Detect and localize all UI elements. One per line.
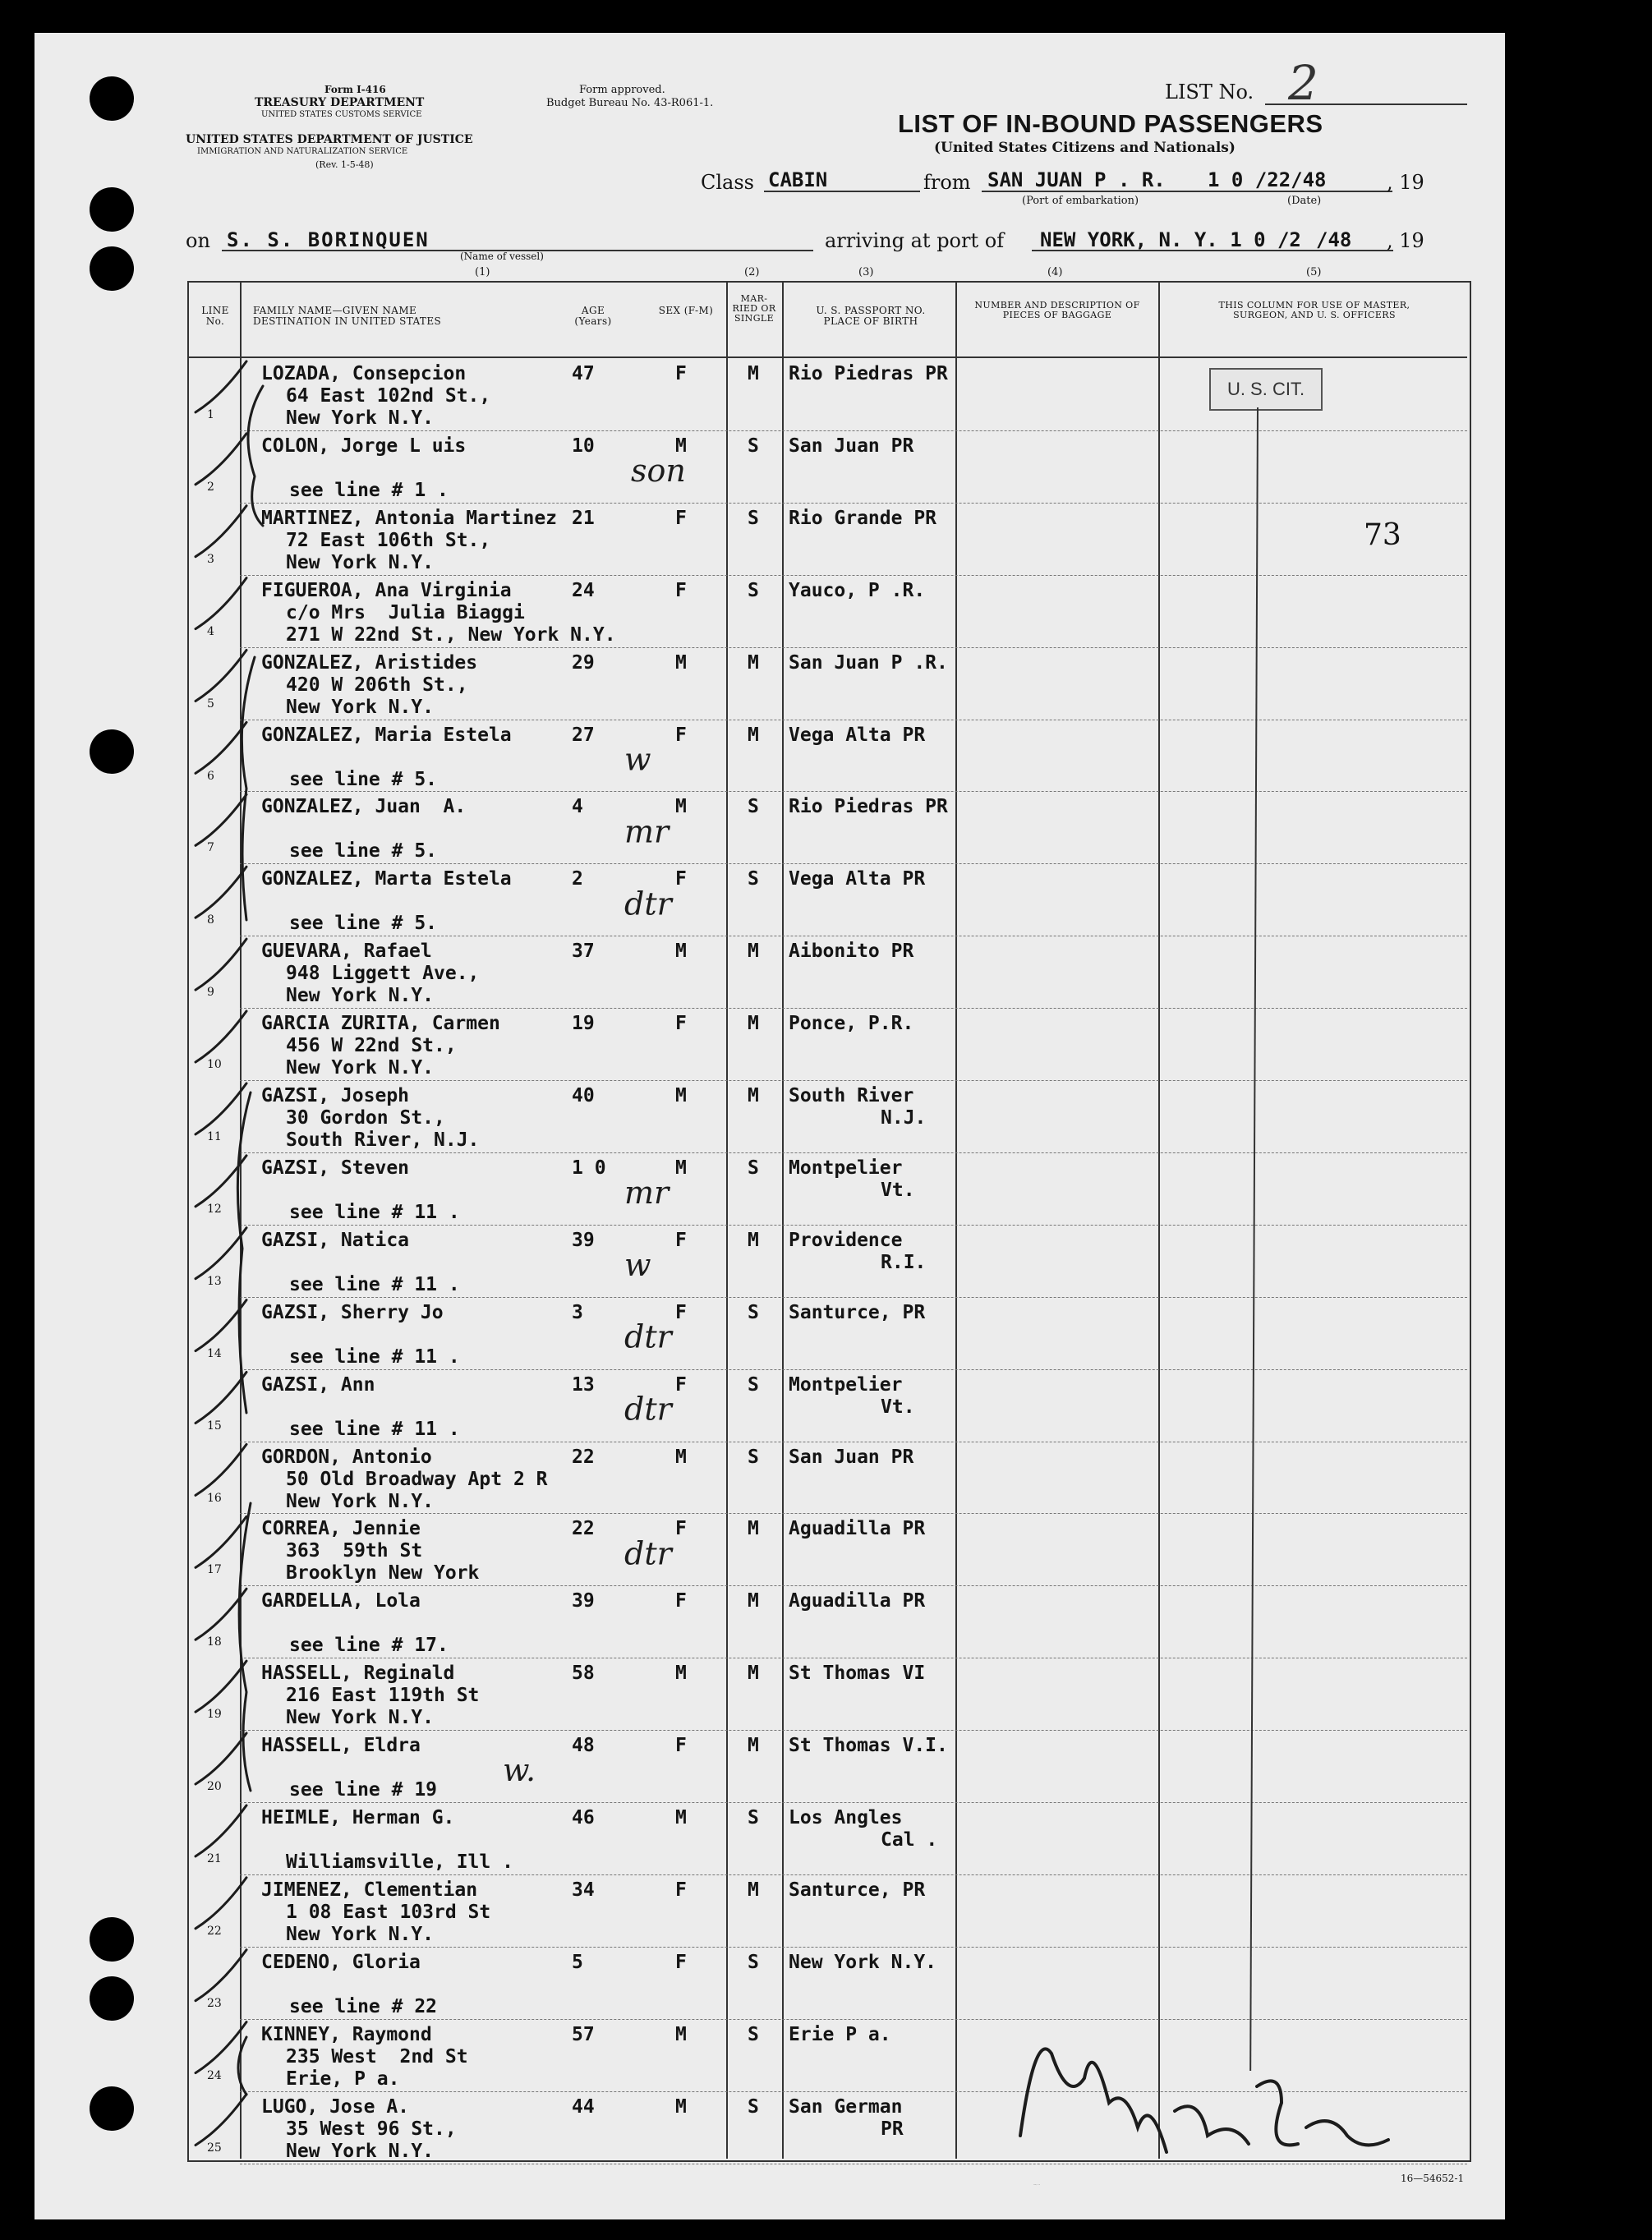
age-value: 34: [572, 1879, 595, 1901]
page-title: LIST OF IN-BOUND PASSENGERS: [898, 109, 1323, 138]
col-header-name: FAMILY NAME—GIVEN NAME DESTINATION IN UNITED STATES: [253, 305, 442, 328]
destination-line: 1 08 East 103rd St: [286, 1902, 491, 1923]
sex-value: F: [675, 1879, 687, 1901]
destination-line: see line # 22: [289, 1996, 438, 2017]
destination-line: see line # 11 .: [289, 1419, 460, 1440]
family-bracket: [242, 657, 255, 920]
destination-line: 216 East 119th St: [286, 1685, 480, 1706]
age-value: 3: [572, 1302, 583, 1323]
relationship-note: w: [624, 1246, 651, 1283]
passenger-name: GONZALEZ, Juan A.: [261, 796, 467, 817]
passenger-name: JIMENEZ, Clementian: [261, 1879, 478, 1901]
passenger-name: COLON, Jorge L uis: [261, 435, 467, 457]
age-value: 29: [572, 652, 595, 674]
marital-status: M: [748, 1735, 759, 1756]
col-header-officers: THIS COLUMN FOR USE OF MASTER, SURGEON, AND U. S. OFFICERS: [1218, 300, 1410, 321]
place-of-birth: Santurce, PR: [789, 1879, 926, 1901]
place-of-birth: Vt.: [881, 1396, 915, 1418]
passenger-name: GONZALEZ, Maria Estela: [261, 724, 512, 746]
age-value: 22: [572, 1447, 595, 1468]
col-header-married: MAR-RIED OR SINGLE: [732, 293, 776, 324]
ins-service: IMMIGRATION AND NATURALIZATION SERVICE: [197, 147, 408, 156]
age-value: 58: [572, 1663, 595, 1684]
arrival-year: , 19: [1387, 229, 1424, 252]
destination-line: see line # 11 .: [289, 1202, 460, 1223]
sex-value: M: [675, 2096, 687, 2118]
line-number: 7: [207, 841, 214, 854]
col-number-2: (2): [744, 266, 760, 278]
place-of-birth: Aibonito PR: [789, 941, 914, 962]
place-of-birth: Montpelier: [789, 1374, 903, 1396]
age-value: 44: [572, 2096, 595, 2118]
passenger-name: LUGO, Jose A.: [261, 2096, 410, 2118]
sex-value: M: [675, 1085, 687, 1106]
col-number-1: (1): [475, 266, 490, 278]
place-of-birth: San Juan PR: [789, 435, 914, 457]
destination-line: Brooklyn New York: [286, 1562, 480, 1584]
sex-value: F: [675, 508, 687, 529]
marital-status: S: [748, 435, 759, 457]
relationship-note: w: [624, 741, 651, 778]
check-mark: [196, 1805, 246, 1856]
passenger-name: GAZSI, Joseph: [261, 1085, 410, 1106]
line-number: 18: [207, 1635, 222, 1649]
check-mark: [196, 939, 246, 990]
passenger-name: HASSELL, Eldra: [261, 1735, 421, 1756]
place-of-birth: Rio Grande PR: [789, 508, 937, 529]
footer-code: 16—54652-1: [1401, 2173, 1465, 2184]
line-number: 10: [207, 1058, 222, 1071]
check-mark: [196, 1733, 246, 1784]
col-header-baggage: NUMBER AND DESCRIPTION OF PIECES OF BAGGAGE: [974, 300, 1140, 321]
destination-line: see line # 17.: [289, 1635, 449, 1656]
line-number: 3: [207, 553, 214, 566]
line-number: 22: [207, 1925, 222, 1938]
line-number: 16: [207, 1492, 222, 1505]
check-mark: [196, 361, 246, 412]
on-label: on: [186, 229, 210, 252]
line-number: 8: [207, 913, 214, 927]
place-of-birth: Vega Alta PR: [789, 724, 926, 746]
check-mark: [196, 1950, 246, 2001]
check-mark: [196, 867, 246, 918]
place-of-birth: Providence: [789, 1230, 903, 1251]
age-value: 21: [572, 508, 595, 529]
age-value: 2: [572, 868, 583, 890]
age-value: 5: [572, 1952, 583, 1973]
marital-status: M: [748, 1013, 759, 1034]
check-mark: [196, 651, 246, 701]
destination-line: 420 W 206th St.,: [286, 674, 468, 696]
sex-value: F: [675, 1735, 687, 1756]
customs-service: UNITED STATES CUSTOMS SERVICE: [261, 110, 422, 119]
marital-status: M: [748, 1590, 759, 1612]
destination-line: see line # 5.: [289, 840, 438, 862]
marital-status: M: [748, 1663, 759, 1684]
marital-status: S: [748, 2024, 759, 2045]
sex-value: F: [675, 1302, 687, 1323]
place-of-birth: Montpelier: [789, 1157, 903, 1179]
sex-value: F: [675, 1230, 687, 1251]
passenger-name: CEDENO, Gloria: [261, 1952, 421, 1973]
place-of-birth: Rio Piedras PR: [789, 363, 948, 384]
place-of-birth: San German: [789, 2096, 903, 2118]
check-mark: [196, 1228, 246, 1279]
marital-status: M: [748, 1518, 759, 1539]
list-no-value: 2: [1288, 55, 1318, 111]
age-value: 37: [572, 941, 595, 962]
marital-status: M: [748, 724, 759, 746]
passenger-name: GAZSI, Steven: [261, 1157, 410, 1179]
passenger-name: GUEVARA, Rafael: [261, 941, 432, 962]
destination-line: see line # 11 .: [289, 1274, 460, 1295]
sex-value: M: [675, 652, 687, 674]
col-number-5: (5): [1306, 266, 1322, 278]
passenger-name: CORREA, Jennie: [261, 1518, 421, 1539]
destination-line: Williamsville, Ill .: [286, 1851, 513, 1873]
family-bracket: [239, 1503, 251, 1791]
check-mark: [196, 506, 246, 557]
destination-line: c/o Mrs Julia Biaggi: [286, 602, 525, 623]
passenger-name: GORDON, Antonio: [261, 1447, 432, 1468]
check-mark: [196, 434, 246, 485]
marital-status: S: [748, 1157, 759, 1179]
justice-dept: UNITED STATES DEPARTMENT OF JUSTICE: [186, 133, 473, 146]
line-number: 6: [207, 770, 214, 783]
passenger-name: HASSELL, Reginald: [261, 1663, 455, 1684]
place-of-birth: Erie P a.: [789, 2024, 891, 2045]
col-header-sex: SEX (F-M): [658, 305, 714, 316]
place-of-birth: Santurce, PR: [789, 1302, 926, 1323]
marital-status: S: [748, 1374, 759, 1396]
signature: Ireland, J. J. Pm: [1033, 2185, 1040, 2186]
from-date: 1 0 /22/48: [1208, 168, 1327, 191]
line-number: 12: [207, 1203, 222, 1216]
destination-line: New York N.Y.: [286, 552, 435, 573]
destination-line: 271 W 22nd St., New York N.Y.: [286, 624, 616, 646]
relationship-note: mr: [624, 1174, 670, 1211]
check-mark: [196, 578, 246, 629]
place-of-birth: Yauco, P .R.: [789, 580, 926, 601]
passenger-name: KINNEY, Raymond: [261, 2024, 432, 2045]
destination-line: 456 W 22nd St.,: [286, 1035, 457, 1056]
check-mark: [196, 2095, 246, 2146]
marital-status: S: [748, 1952, 759, 1973]
age-value: 39: [572, 1590, 595, 1612]
relationship-note: dtr: [624, 1391, 672, 1428]
destination-line: New York N.Y.: [286, 1057, 435, 1079]
place-of-birth: PR: [881, 2118, 904, 2140]
check-mark: [196, 1878, 246, 1929]
passenger-name: GONZALEZ, Marta Estela: [261, 868, 512, 890]
destination-line: see line # 19: [289, 1779, 438, 1801]
sex-value: M: [675, 796, 687, 817]
destination-line: Erie, P a.: [286, 2068, 400, 2090]
check-mark: [196, 722, 246, 773]
relationship-note: dtr: [624, 1318, 672, 1355]
destination-line: 363 59th St: [286, 1540, 423, 1562]
marital-status: S: [748, 1302, 759, 1323]
from-label: from: [923, 171, 971, 194]
check-mark: [196, 1516, 246, 1567]
sex-value: F: [675, 580, 687, 601]
family-bracket: [238, 2037, 246, 2095]
revision: (Rev. 1-5-48): [315, 159, 374, 170]
age-value: 57: [572, 2024, 595, 2045]
destination-line: New York N.Y.: [286, 1491, 435, 1512]
age-value: 13: [572, 1374, 595, 1396]
passenger-name: GAZSI, Ann: [261, 1374, 375, 1396]
form-number: Form I-416: [324, 84, 386, 95]
age-value: 22: [572, 1518, 595, 1539]
line-number: 9: [207, 986, 214, 999]
place-of-birth: St Thomas V.I.: [789, 1735, 948, 1756]
marital-status: M: [748, 1879, 759, 1901]
sex-value: F: [675, 724, 687, 746]
destination-line: 235 West 2nd St: [286, 2046, 468, 2068]
place-of-birth: South River: [789, 1085, 914, 1106]
place-of-birth: N.J.: [881, 1107, 927, 1129]
marital-status: S: [748, 2096, 759, 2118]
check-mark: [196, 1661, 246, 1712]
sex-value: F: [675, 363, 687, 384]
passenger-name: GONZALEZ, Aristides: [261, 652, 478, 674]
age-value: 27: [572, 724, 595, 746]
sex-value: M: [675, 1807, 687, 1828]
place-of-birth: Los Angles: [789, 1807, 903, 1828]
relationship-note: w.: [503, 1752, 536, 1789]
list-no-label: LIST No.: [1165, 80, 1254, 103]
passenger-name: GARDELLA, Lola: [261, 1590, 421, 1612]
place-of-birth: R.I.: [881, 1252, 927, 1273]
passenger-name: GAZSI, Natica: [261, 1230, 410, 1251]
age-value: 24: [572, 580, 595, 601]
passenger-name: GAZSI, Sherry Jo: [261, 1302, 444, 1323]
passenger-name: GARCIA ZURITA, Carmen: [261, 1013, 500, 1034]
line-number: 24: [207, 2069, 222, 2082]
destination-line: South River, N.J.: [286, 1129, 480, 1151]
place-of-birth: Vega Alta PR: [789, 868, 926, 890]
line-number: 2: [207, 481, 214, 494]
line-number: 1: [207, 408, 214, 421]
place-of-birth: Cal .: [881, 1829, 938, 1851]
destination-line: New York N.Y.: [286, 1924, 435, 1945]
col-number-4: (4): [1047, 266, 1063, 278]
form-approved: Form approved.: [579, 84, 665, 96]
from-port: SAN JUAN P . R.: [987, 168, 1166, 191]
sex-value: F: [675, 1374, 687, 1396]
page-subtitle: (United States Citizens and Nationals): [934, 140, 1236, 156]
relationship-note: mr: [624, 813, 670, 850]
arriving-label: arriving at port of: [825, 229, 1005, 252]
age-value: 46: [572, 1807, 595, 1828]
line-number: 25: [207, 2141, 222, 2155]
age-value: 40: [572, 1085, 595, 1106]
line-number: 20: [207, 1780, 222, 1793]
marital-status: S: [748, 1447, 759, 1468]
marital-status: M: [748, 363, 759, 384]
age-value: 48: [572, 1735, 595, 1756]
marital-status: S: [748, 508, 759, 529]
signature-strokes: [1020, 2049, 1388, 2152]
budget-bureau: Budget Bureau No. 43-R061-1.: [546, 97, 714, 109]
col-number-3: (3): [858, 266, 874, 278]
marital-status: S: [748, 796, 759, 817]
col-header-line: LINE No.: [201, 305, 229, 328]
line-number: 15: [207, 1419, 222, 1433]
destination-line: 50 Old Broadway Apt 2 R: [286, 1469, 548, 1490]
place-of-birth: San Juan PR: [789, 1447, 914, 1468]
sex-value: F: [675, 1590, 687, 1612]
marital-status: S: [748, 580, 759, 601]
marital-status: M: [748, 652, 759, 674]
sex-value: M: [675, 1447, 687, 1468]
relationship-note: son: [631, 452, 686, 489]
destination-line: see line # 1 .: [289, 480, 449, 501]
class-value: CABIN: [768, 168, 828, 191]
destination-line: 35 West 96 St.,: [286, 2118, 457, 2140]
destination-line: 30 Gordon St.,: [286, 1107, 445, 1129]
destination-line: New York N.Y.: [286, 985, 435, 1006]
sex-value: F: [675, 1952, 687, 1973]
sex-value: M: [675, 2024, 687, 2045]
marital-status: S: [748, 1807, 759, 1828]
line-number: 13: [207, 1275, 222, 1288]
place-of-birth: San Juan P .R.: [789, 652, 948, 674]
vessel-caption: (Name of vessel): [460, 251, 544, 262]
class-label: Class: [701, 171, 754, 194]
sex-value: F: [675, 868, 687, 890]
destination-line: New York N.Y.: [286, 407, 435, 429]
marital-status: M: [748, 941, 759, 962]
age-value: 10: [572, 435, 595, 457]
line-number: 19: [207, 1708, 222, 1721]
passenger-name: HEIMLE, Herman G.: [261, 1807, 455, 1828]
destination-line: 72 East 106th St.,: [286, 530, 491, 551]
us-citizen-stamp: U. S. CIT.: [1209, 368, 1323, 411]
line-number: 14: [207, 1347, 222, 1360]
family-bracket: [248, 386, 263, 526]
check-mark: [196, 794, 246, 845]
destination-line: 948 Liggett Ave.,: [286, 963, 480, 984]
place-of-birth: Vt.: [881, 1180, 915, 1201]
destination-line: New York N.Y.: [286, 2141, 435, 2162]
place-of-birth: Ponce, P.R.: [789, 1013, 914, 1034]
place-of-birth: New York N.Y.: [789, 1952, 937, 1973]
relationship-note: dtr: [624, 1535, 672, 1572]
col-header-passport: U. S. PASSPORT NO. PLACE OF BIRTH: [816, 305, 926, 328]
line-number: 5: [207, 697, 214, 711]
port-caption: (Port of embarkation): [1022, 195, 1139, 207]
line-number: 4: [207, 625, 214, 638]
destination-line: see line # 11 .: [289, 1346, 460, 1368]
line-number: 11: [207, 1130, 222, 1143]
sex-value: F: [675, 1518, 687, 1539]
officer-note: 73: [1364, 518, 1401, 552]
vessel-name: S. S. BORINQUEN: [227, 228, 430, 251]
date-caption: (Date): [1287, 195, 1322, 207]
destination-line: see line # 5.: [289, 769, 438, 790]
arrival-port: NEW YORK, N. Y. 1 0 /2: [1040, 228, 1301, 251]
treasury-dept: TREASURY DEPARTMENT: [255, 96, 425, 109]
passenger-name: FIGUEROA, Ana Virginia: [261, 580, 512, 601]
age-value: 1 0: [572, 1157, 606, 1179]
destination-line: New York N.Y.: [286, 697, 435, 718]
age-value: 19: [572, 1013, 595, 1034]
place-of-birth: St Thomas VI: [789, 1663, 926, 1684]
age-value: 47: [572, 363, 595, 384]
sex-value: M: [675, 1663, 687, 1684]
from-year: , 19: [1387, 171, 1424, 194]
arrival-date-end: /48: [1316, 228, 1352, 251]
check-mark: [196, 1373, 246, 1424]
relationship-note: dtr: [624, 885, 672, 922]
line-number: 17: [207, 1563, 222, 1576]
line-number: 23: [207, 1997, 222, 2010]
passenger-name: MARTINEZ, Antonia Martinez: [261, 508, 558, 529]
sex-value: M: [675, 1157, 687, 1179]
check-mark: [196, 1083, 246, 1134]
family-bracket: [237, 1092, 251, 1413]
age-value: 39: [572, 1230, 595, 1251]
passenger-name: LOZADA, Consepcion: [261, 363, 467, 384]
age-value: 4: [572, 796, 583, 817]
place-of-birth: Rio Piedras PR: [789, 796, 948, 817]
marital-status: M: [748, 1230, 759, 1251]
sex-value: M: [675, 941, 687, 962]
destination-line: see line # 5.: [289, 913, 438, 934]
col-header-age: AGE (Years): [574, 305, 612, 328]
sex-value: M: [675, 435, 687, 457]
check-mark: [196, 1444, 246, 1495]
sex-value: F: [675, 1013, 687, 1034]
destination-line: New York N.Y.: [286, 1707, 435, 1728]
place-of-birth: Aguadilla PR: [789, 1518, 926, 1539]
place-of-birth: Aguadilla PR: [789, 1590, 926, 1612]
check-mark: [196, 1011, 246, 1062]
marital-status: M: [748, 1085, 759, 1106]
destination-line: 64 East 102nd St.,: [286, 385, 491, 407]
line-number: 21: [207, 1852, 222, 1865]
marital-status: S: [748, 868, 759, 890]
